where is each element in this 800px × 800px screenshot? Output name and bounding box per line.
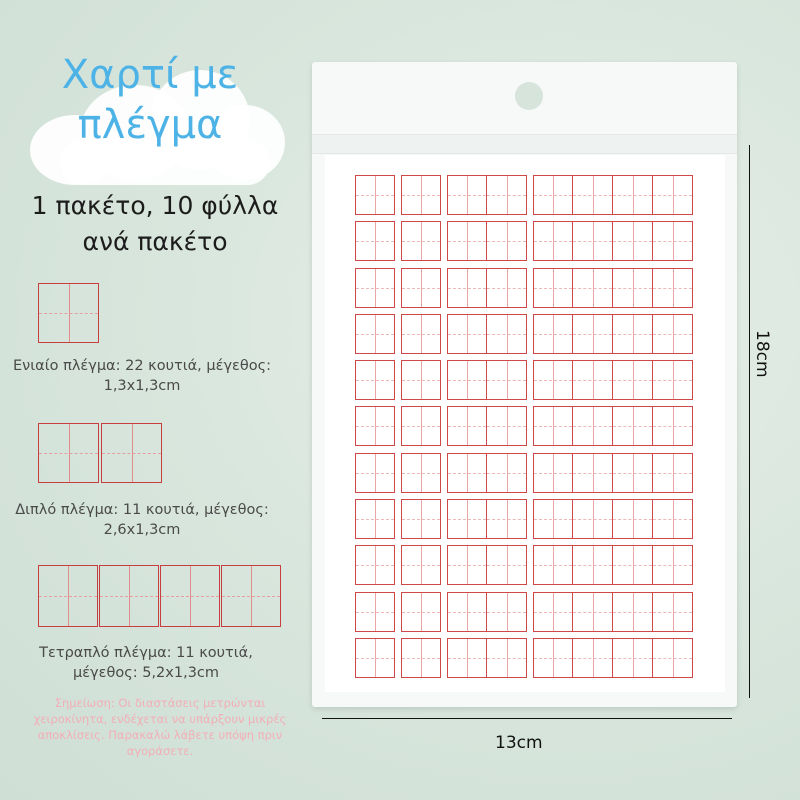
paper-grid-cell	[533, 268, 573, 308]
grid-cell	[101, 423, 162, 483]
width-label: 13cm	[495, 733, 543, 753]
paper-grid-cell	[355, 360, 395, 400]
paper-grid-cell	[653, 360, 693, 400]
paper-grid-cell	[401, 453, 441, 493]
quad-grid-description: Τετραπλό πλέγμα: 11 κουτιά, μέγεθος: 5,2x1,3cm	[39, 645, 253, 681]
paper-grid-cell	[533, 406, 573, 446]
paper-grid-cell	[401, 221, 441, 261]
double-grid-description: Διπλό πλέγμα: 11 κουτιά, μέγεθος: 2,6x1,3cm	[15, 502, 269, 538]
paper-grid-cell	[401, 638, 441, 678]
paper-grid-cell	[487, 545, 527, 585]
grid-row	[355, 453, 693, 493]
paper-grid-cell	[613, 592, 653, 632]
paper-grid-cell	[447, 406, 487, 446]
grid-cell	[160, 565, 220, 627]
grid-row	[355, 360, 693, 400]
paper-grid-cell	[487, 268, 527, 308]
paper-grid-cell	[533, 175, 573, 215]
grid-paper	[325, 155, 725, 692]
paper-grid-cell	[533, 499, 573, 539]
paper-grid-cell	[447, 268, 487, 308]
paper-grid-cell	[355, 638, 395, 678]
paper-grid-cell	[613, 268, 653, 308]
paper-grid-cell	[447, 221, 487, 261]
paper-grid-cell	[573, 221, 613, 261]
product-bag	[312, 62, 737, 707]
paper-grid-cell	[653, 453, 693, 493]
paper-grid-cell	[401, 360, 441, 400]
paper-grid-cell	[613, 638, 653, 678]
package-info: 1 πακέτο, 10 φύλλα ανά πακέτο	[31, 191, 279, 256]
paper-grid-cell	[653, 406, 693, 446]
grid-row	[355, 638, 693, 678]
paper-grid-cell	[653, 592, 693, 632]
paper-grid-cell	[573, 453, 613, 493]
paper-grid-cell	[613, 360, 653, 400]
paper-grid-cell	[487, 360, 527, 400]
grid-row	[355, 175, 693, 215]
paper-grid-cell	[653, 545, 693, 585]
grid-row	[355, 592, 693, 632]
paper-grid-cell	[573, 360, 613, 400]
paper-grid-cell	[533, 592, 573, 632]
paper-grid-cell	[487, 221, 527, 261]
paper-grid-cell	[447, 545, 487, 585]
paper-grid-cell	[355, 406, 395, 446]
height-label: 18cm	[752, 330, 772, 378]
paper-grid-cell	[613, 499, 653, 539]
paper-grid-cell	[487, 592, 527, 632]
paper-grid-cell	[653, 638, 693, 678]
paper-grid-cell	[573, 314, 613, 354]
paper-grid-cell	[401, 314, 441, 354]
paper-grid-cell	[533, 453, 573, 493]
paper-grid-cell	[613, 175, 653, 215]
paper-grid-cell	[355, 314, 395, 354]
paper-grid-cell	[533, 360, 573, 400]
paper-grid-cell	[487, 175, 527, 215]
paper-grid-cell	[401, 592, 441, 632]
paper-grid-cell	[653, 499, 693, 539]
single-grid-sample	[38, 283, 99, 343]
paper-grid-cell	[653, 175, 693, 215]
paper-grid-cell	[355, 545, 395, 585]
paper-grid-cell	[401, 175, 441, 215]
paper-grid-cell	[573, 268, 613, 308]
width-dimension-line	[322, 718, 732, 719]
paper-grid-cell	[573, 499, 613, 539]
paper-grid-cell	[447, 638, 487, 678]
paper-grid-cell	[487, 638, 527, 678]
paper-grid-cell	[401, 499, 441, 539]
height-dimension-line	[749, 145, 750, 698]
grid-cell	[38, 283, 99, 343]
paper-grid-cell	[355, 175, 395, 215]
single-grid-description: Ενιαίο πλέγμα: 22 κουτιά, μέγεθος: 1,3x1,3cm	[12, 358, 272, 394]
paper-grid-cell	[401, 545, 441, 585]
measurement-note: Σημείωση: Οι διαστάσεις μετρώνται χειροκίνητα, ενδέχεται να υπάρξουν μικρές αποκλίσεις. Παρακαλώ λάβετε υπόψη πριν αγοράσετε.	[33, 696, 287, 758]
paper-grid-cell	[487, 314, 527, 354]
paper-grid-cell	[613, 545, 653, 585]
paper-grid-cell	[613, 406, 653, 446]
paper-grid-cell	[447, 360, 487, 400]
paper-grid-cell	[533, 221, 573, 261]
paper-grid-cell	[401, 268, 441, 308]
paper-grid-cell	[447, 592, 487, 632]
grid-row	[355, 406, 693, 446]
paper-grid	[355, 175, 693, 684]
paper-grid-cell	[653, 268, 693, 308]
paper-grid-cell	[533, 638, 573, 678]
grid-row	[355, 499, 693, 539]
paper-grid-cell	[447, 499, 487, 539]
paper-grid-cell	[355, 592, 395, 632]
paper-grid-cell	[613, 453, 653, 493]
paper-grid-cell	[487, 453, 527, 493]
grid-row	[355, 221, 693, 261]
grid-row	[355, 268, 693, 308]
paper-grid-cell	[487, 406, 527, 446]
paper-grid-cell	[613, 221, 653, 261]
paper-grid-cell	[447, 453, 487, 493]
paper-grid-cell	[447, 314, 487, 354]
quad-grid-sample	[38, 565, 281, 627]
grid-cell	[99, 565, 159, 627]
paper-grid-cell	[355, 268, 395, 308]
paper-grid-cell	[355, 499, 395, 539]
grid-cell	[38, 423, 99, 483]
grid-cell	[38, 565, 98, 627]
double-grid-sample	[38, 423, 162, 483]
paper-grid-cell	[487, 499, 527, 539]
bag-seal	[312, 134, 737, 154]
paper-grid-cell	[401, 406, 441, 446]
paper-grid-cell	[533, 545, 573, 585]
hanger-hole	[515, 82, 543, 110]
page-title: Χαρτί με πλέγμα	[61, 52, 239, 148]
paper-grid-cell	[653, 221, 693, 261]
paper-grid-cell	[533, 314, 573, 354]
grid-row	[355, 314, 693, 354]
paper-grid-cell	[613, 314, 653, 354]
paper-grid-cell	[653, 314, 693, 354]
paper-grid-cell	[573, 406, 613, 446]
paper-grid-cell	[447, 175, 487, 215]
paper-grid-cell	[355, 453, 395, 493]
paper-grid-cell	[573, 545, 613, 585]
paper-grid-cell	[573, 592, 613, 632]
grid-row	[355, 545, 693, 585]
paper-grid-cell	[573, 175, 613, 215]
grid-cell	[221, 565, 281, 627]
paper-grid-cell	[355, 221, 395, 261]
paper-grid-cell	[573, 638, 613, 678]
